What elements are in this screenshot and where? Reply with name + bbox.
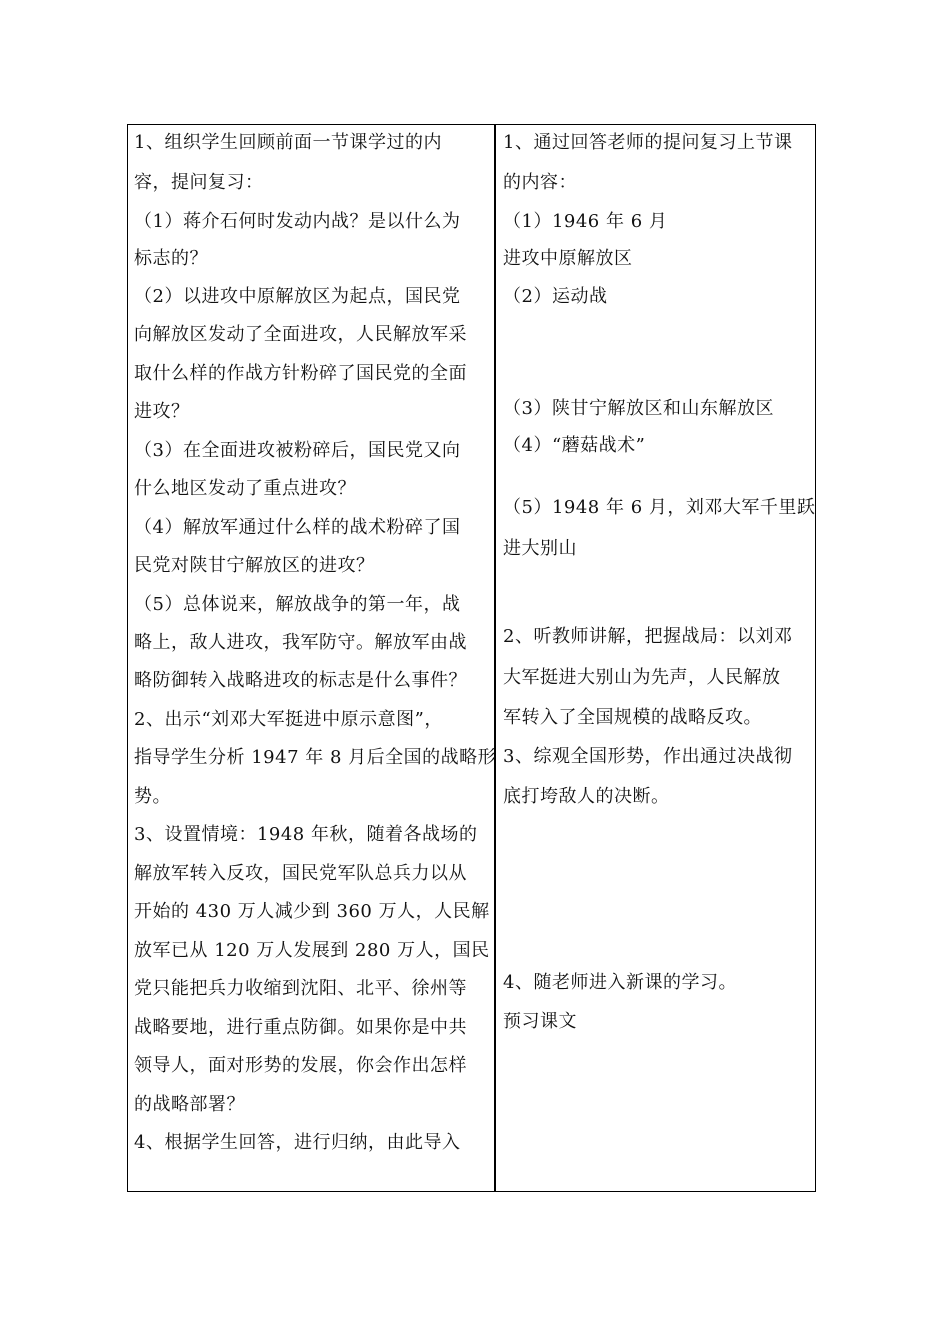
right-line: 4、随老师进入新课的学习。 (503, 972, 737, 993)
right-line: 大军挺进大别山为先声，人民解放 (503, 667, 781, 688)
left-line: 1、组织学生回顾前面一节课学过的内 (134, 132, 442, 153)
left-line: （2）以进攻中原解放区为起点，国民党 (134, 286, 461, 307)
right-line: （3）陕甘宁解放区和山东解放区 (503, 398, 774, 419)
left-line: 什么地区发动了重点进攻？ (134, 478, 356, 499)
left-line: 民党对陕甘宁解放区的进攻？ (134, 555, 375, 576)
right-line: 进攻中原解放区 (503, 248, 633, 269)
left-line: 解放军转入反攻，国民党军队总兵力以从 (134, 863, 467, 884)
left-line: 开始的 430 万人减少到 360 万人，人民解 (134, 901, 490, 922)
left-line: （3）在全面进攻被粉碎后，国民党又向 (134, 440, 461, 461)
left-line: 4、根据学生回答，进行归纳，由此导入 (134, 1132, 461, 1153)
right-line: 军转入了全国规模的战略反攻。 (503, 707, 762, 728)
right-line: 1、通过回答老师的提问复习上节课 (503, 132, 793, 153)
left-line: （5）总体说来，解放战争的第一年，战 (134, 594, 461, 615)
left-line: 党只能把兵力收缩到沈阳、北平、徐州等 (134, 978, 467, 999)
left-line: 容，提问复习： (134, 172, 264, 193)
left-line: 战略要地，进行重点防御。如果你是中共 (134, 1017, 467, 1038)
left-line: 2、出示“刘邓大军挺进中原示意图”， (134, 709, 443, 730)
right-line: 3、综观全国形势，作出通过决战彻 (503, 746, 793, 767)
left-line: 势。 (134, 786, 171, 807)
right-line: 2、听教师讲解，把握战局：以刘邓 (503, 626, 793, 647)
right-line: （5）1948 年 6 月，刘邓大军千里跃 (503, 497, 816, 518)
left-line: 略防御转入战略进攻的标志是什么事件？ (134, 670, 467, 691)
right-line: （2）运动战 (503, 286, 608, 307)
column-divider (494, 124, 496, 1192)
left-line: （1）蒋介石何时发动内战？是以什么为 (134, 211, 461, 232)
left-line: （4）解放军通过什么样的战术粉碎了国 (134, 517, 461, 538)
right-line: （4）“蘑菇战术” (503, 435, 646, 456)
right-line: 底打垮敌人的决断。 (503, 786, 670, 807)
right-line: 进大别山 (503, 538, 577, 559)
left-line: 略上，敌人进攻，我军防守。解放军由战 (134, 632, 467, 653)
right-line: 预习课文 (503, 1011, 577, 1032)
left-line: 取什么样的作战方针粉碎了国民党的全面 (134, 363, 467, 384)
left-line: 的战略部署？ (134, 1094, 245, 1115)
left-line: 进攻？ (134, 401, 190, 422)
right-line: （1）1946 年 6 月 (503, 211, 668, 232)
left-line: 指导学生分析 1947 年 8 月后全国的战略形 (134, 747, 497, 768)
left-line: 3、设置情境：1948 年秋，随着各战场的 (134, 824, 478, 845)
left-line: 向解放区发动了全面进攻，人民解放军采 (134, 324, 467, 345)
right-line: 的内容： (503, 172, 577, 193)
left-line: 放军已从 120 万人发展到 280 万人，国民 (134, 940, 490, 961)
left-line: 领导人，面对形势的发展，你会作出怎样 (134, 1055, 467, 1076)
left-line: 标志的？ (134, 248, 208, 269)
